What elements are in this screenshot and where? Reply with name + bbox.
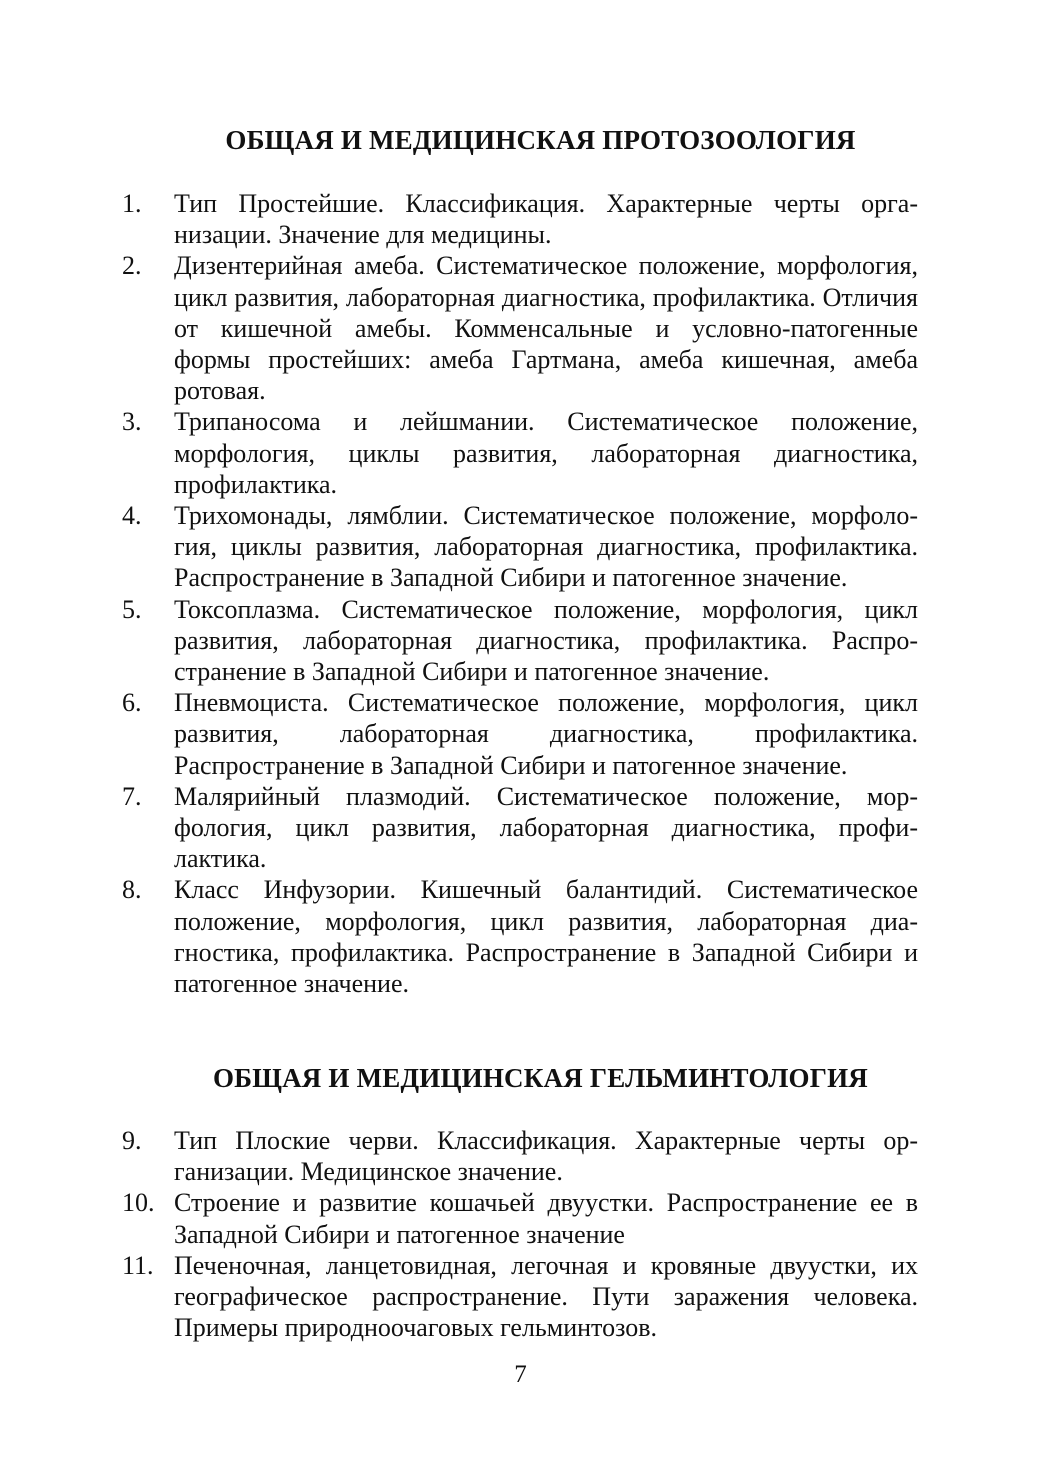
item-text: Трипаносома и лейшмании. Систематическое положение, морфология, циклы развития, лабораторная диагностика, профилактика. — [174, 407, 918, 499]
item-number: 2. — [122, 251, 142, 281]
list-item — [122, 406, 918, 500]
item-number: 5. — [122, 594, 142, 624]
list-item — [122, 188, 918, 250]
list-item — [122, 1125, 918, 1187]
item-text: Строение и развитие кошачьей двуустки. Распространение ее в Западной Сибири и патогенное значение — [174, 1188, 918, 1249]
item-text: Токсоплазма. Систематическое положение, морфология, цикл развития, лабораторная диагностика, профилактика. Распространение в Западной Сибири и патогенное значение. — [174, 594, 918, 687]
item-number: 6. — [122, 688, 142, 718]
item-number: 8. — [122, 875, 142, 905]
question-list-helminthology — [122, 1125, 918, 1343]
item-text: Пневмоциста. Систематическое положение, морфология, цикл развития, лабораторная диагностика, профилактика. Распространение в Западной Сибири и патогенное значение. — [174, 688, 918, 780]
list-item — [122, 1187, 918, 1249]
item-text: Печеночная, ланцетовидная, легочная и кровяные двуустки, их географическое распространение. Пути заражения человека. Примеры природноочаговых гельминтозов. — [174, 1250, 918, 1343]
item-number: 10. — [122, 1188, 155, 1218]
section-title-helminthology: ОБЩАЯ И МЕДИЦИНСКАЯ ГЕЛЬМИНТОЛОГИЯ — [212, 1063, 868, 1093]
item-text: Класс Инфузории. Кишечный балантидий. Систематическое положение, морфология, цикл развития, лабораторная диагностика, профилактика. Распространение в Западной Сибири и патогенное значение. — [174, 875, 918, 999]
question-list-protozoology — [122, 188, 918, 999]
item-text: Дизентерийная амеба. Систематическое положение, морфология, цикл развития, лабораторная диагностика, профилактика. Отличия от кишечной амебы. Комменсальные и условно-патогенные формы простейших: амеба Гартмана, амеба кишечная, амеба ротовая. — [174, 251, 918, 406]
list-item — [122, 781, 918, 875]
item-text: Тип Плоские черви. Классификация. Характерные черты организации. Медицинское значение. — [174, 1126, 918, 1187]
list-item — [122, 874, 918, 999]
list-item — [122, 687, 918, 781]
item-number: 3. — [122, 407, 142, 437]
section-title-protozoology: ОБЩАЯ И МЕДИЦИНСКАЯ ПРОТОЗООЛОГИЯ — [225, 125, 856, 155]
page-number: 7 — [514, 1361, 527, 1388]
item-number: 1. — [122, 189, 142, 218]
item-number: 11. — [122, 1250, 154, 1280]
list-item — [122, 594, 918, 688]
item-number: 9. — [122, 1126, 142, 1155]
list-item — [122, 1250, 918, 1344]
list-item — [122, 500, 918, 594]
item-text: Малярийный плазмодий. Систематическое положение, морфология, цикл развития, лабораторная диагностика, профилактика. — [174, 781, 918, 874]
item-number: 4. — [122, 501, 142, 531]
item-text: Трихомонады, лямблии. Систематическое положение, морфология, циклы развития, лабораторная диагностика, профилактика. Распространение в Западной Сибири и патогенное значение. — [174, 501, 918, 593]
item-number: 7. — [122, 781, 142, 811]
item-text: Тип Простейшие. Классификация. Характерные черты организации. Значение для медицины. — [174, 189, 918, 250]
list-item — [122, 250, 918, 406]
